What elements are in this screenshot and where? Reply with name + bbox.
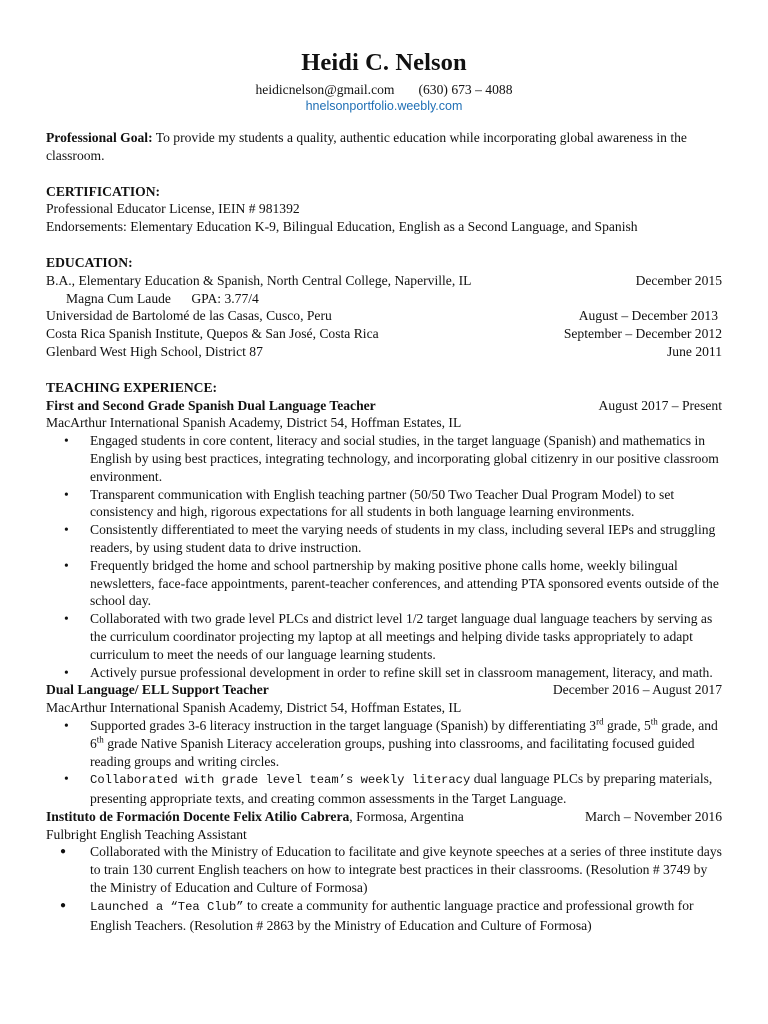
ordinal-suffix: th	[96, 734, 104, 745]
certification-line: Endorsements: Elementary Education K-9, Bilingual Education, English as a Second Language, and Spanish	[46, 219, 638, 235]
bullet-text: Launched a “Tea Club”	[90, 899, 244, 914]
education-entry	[46, 307, 722, 325]
job-org: MacArthur International Spanish Academy, District 54, Hoffman Estates, IL	[46, 415, 462, 431]
job-bullet	[90, 717, 722, 770]
job-title: Dual Language/ ELL Support Teacher	[46, 682, 269, 698]
education-school: B.A., Elementary Education & Spanish, North Central College, Naperville, IL	[46, 272, 472, 288]
job-bullet: • Collaborated with two grade level PLCs and district level 1/2 target language dual language teachers by serving as the curriculum coordinator projecting my laptop at all meetings and helping divide tasks appropriately to adapt curriculum to meet the needs of our language learning students.	[90, 610, 722, 663]
email-text: heidicnelson@gmail.com	[255, 82, 395, 97]
job-bullet: • Engaged students in core content, literacy and social studies, in the target language (Spanish) and mathematics in English by using best practices, integrating technology, and incorporating global citizenry in our positive classroom environment.	[90, 432, 722, 485]
bullet-text: Collaborated with grade level team’s weekly literacy	[90, 773, 471, 788]
bullet-text: grade, and 6	[90, 717, 718, 751]
education-date: December 2015	[635, 272, 722, 288]
job-location: , Formosa, Argentina	[349, 808, 464, 824]
job-bullet	[90, 897, 722, 935]
job-bullet: • Frequently bridged the home and school partnership by making positive phone calls home, weekly bilingual newsletters, face-face appointments, parent-teacher conferences, and attending PTA sponsored events outside of the school day.	[90, 557, 722, 610]
education-date: June 2011	[667, 343, 722, 359]
education-entry	[46, 272, 722, 290]
job-date: August 2017 – Present	[598, 397, 722, 413]
job-role: Fulbright English Teaching Assistant	[46, 826, 247, 842]
bullet-text: grade Native Spanish Literacy acceleration groups, pushing into classrooms, and facilitating focused guided reading groups and writing circles.	[90, 735, 695, 769]
job-header	[46, 397, 722, 415]
education-school: Costa Rica Spanish Institute, Quepos & San José, Costa Rica	[46, 326, 379, 342]
experience-heading: TEACHING EXPERIENCE:	[46, 379, 218, 395]
bullet-text: grade, 5	[603, 717, 651, 733]
job-date: December 2016 – August 2017	[552, 682, 722, 698]
education-school: Glenbard West High School, District 87	[46, 343, 263, 359]
goal-text: To provide my students a quality, authentic education while incorporating global awareness in the classroom.	[46, 130, 687, 163]
education-school: Universidad de Bartolomé de las Casas, Cusco, Peru	[46, 308, 332, 324]
education-entry	[46, 290, 722, 308]
contact-line	[46, 81, 722, 98]
professional-goal	[46, 129, 722, 165]
education-heading: EDUCATION:	[46, 254, 133, 270]
goal-label: Professional Goal:	[46, 130, 153, 145]
job-bullet: • Consistently differentiated to meet the varying needs of students in my class, including several IEPs and struggling readers, by using student data to drive instruction.	[90, 521, 722, 557]
job-bullets	[46, 717, 722, 808]
job-title: Instituto de Formación Docente Felix Atilio Cabrera	[46, 808, 350, 824]
education-entry	[46, 343, 722, 361]
job-header	[46, 808, 722, 826]
job-bullet	[90, 770, 722, 808]
job-header	[46, 681, 722, 699]
ordinal-suffix: rd	[596, 716, 604, 727]
job-title: First and Second Grade Spanish Dual Language Teacher	[46, 397, 376, 413]
resume-page	[46, 0, 722, 934]
job-org: MacArthur International Spanish Academy, District 54, Hoffman Estates, IL	[46, 700, 462, 716]
bullet-text: to create a community for authentic language practice and professional growth for English Teachers. (Resolution # 2863 by the Ministry of Education and Culture of Formosa)	[90, 897, 694, 933]
education-honors: Magna Cum Laude GPA: 3.77/4	[66, 290, 259, 306]
job-bullets	[46, 843, 722, 934]
portfolio-link[interactable]: hnelsonportfolio.weebly.com	[305, 99, 463, 113]
job-bullet: • Transparent communication with English teaching partner (50/50 Two Teacher Dual Program Model) to set consistency and high, rigorous expectations for all students in both language learning environments.	[90, 486, 722, 522]
job-date: March – November 2016	[584, 808, 722, 824]
job-title-line	[46, 808, 585, 826]
job-bullet: ● Collaborated with the Ministry of Education to facilitate and give keynote speeches at a series of three institute days to train 130 current English teachers on how to integrate best practices in their classrooms. (Resolution # 3749 by the Ministry of Education and Culture of Formosa)	[90, 843, 722, 896]
bullet-text: Supported grades 3-6 literacy instruction in the target language (Spanish) by differentiating 3	[90, 717, 597, 733]
phone-text: (630) 673 – 4088	[418, 82, 513, 97]
bullet-text: dual language PLCs by preparing materials, presenting appropriate texts, and creating common assessments in the Target Language.	[90, 771, 713, 807]
job-bullets	[46, 432, 722, 681]
resume-name: Heidi C. Nelson	[301, 49, 467, 76]
education-entry	[46, 325, 722, 343]
job-bullet: • Actively pursue professional development in order to refine skill set in classroom management, literacy, and math.	[90, 664, 722, 682]
certification-line: Professional Educator License, IEIN # 981392	[46, 201, 300, 217]
ordinal-suffix: th	[650, 716, 658, 727]
education-date: August – December 2013	[578, 308, 718, 324]
certification-heading: CERTIFICATION:	[46, 183, 161, 199]
education-date: September – December 2012	[563, 326, 722, 342]
